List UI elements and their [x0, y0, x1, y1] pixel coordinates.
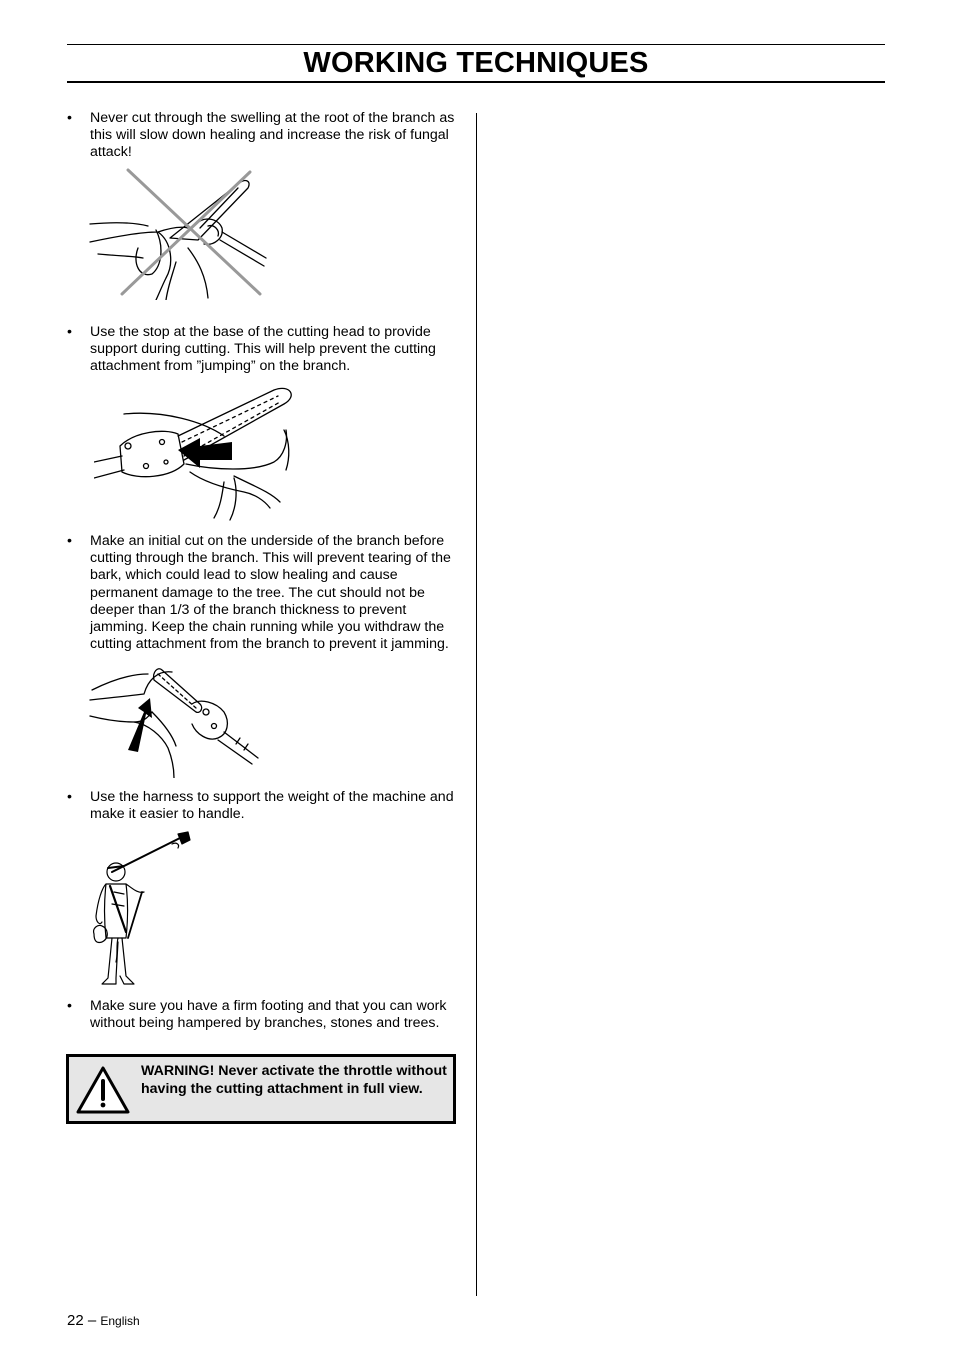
page-number: 22 — [67, 1312, 84, 1329]
column-divider — [476, 113, 477, 1296]
bullet-marker: • — [67, 324, 72, 340]
figure-cutting-head-stop — [94, 382, 296, 522]
figure-underside-cut — [88, 660, 264, 778]
bullet-marker: • — [67, 789, 72, 805]
warning-box — [66, 1054, 456, 1124]
bullet-marker: • — [67, 110, 72, 126]
bullet-text: Make sure you have a firm footing and that you can work without being hampered by branches, stones and trees. — [90, 998, 447, 1032]
page-title: WORKING TECHNIQUES — [303, 47, 649, 79]
bullet-text: Never cut through the swelling at the root of the branch as this will slow down healing and increase the risk of fungal attack! — [90, 110, 455, 161]
figure-harness-operator — [88, 830, 192, 990]
page-footer — [67, 1311, 140, 1331]
warning-text: WARNING! Never activate the throttle without having the cutting attachment in full view. — [141, 1063, 447, 1097]
bullet-text: Make an initial cut on the underside of the branch before cutting through the branch. This will prevent tearing of the bark, which could lead to slow healing and cause permanent damage to the tree. The cut should not be deeper than 1/3 of the branch thickness to prevent jamming. Keep the chain running while you withdraw the cutting attachment from the branch to prevent it jamming. — [90, 533, 451, 653]
figure-wrong-cut — [88, 166, 268, 300]
footer-separator: – — [87, 1312, 97, 1329]
header-rule-bottom — [67, 81, 885, 83]
bullet-text: Use the harness to support the weight of the machine and make it easier to handle. — [90, 789, 454, 823]
bullet-marker: • — [67, 998, 72, 1014]
bullet-text: Use the stop at the base of the cutting head to provide support during cutting. This will help prevent the cutting attachment from ”jumping” on the branch. — [90, 324, 436, 375]
bullet-marker: • — [67, 533, 72, 549]
footer-language: English — [100, 1314, 140, 1328]
warning-triangle-icon — [75, 1065, 131, 1115]
